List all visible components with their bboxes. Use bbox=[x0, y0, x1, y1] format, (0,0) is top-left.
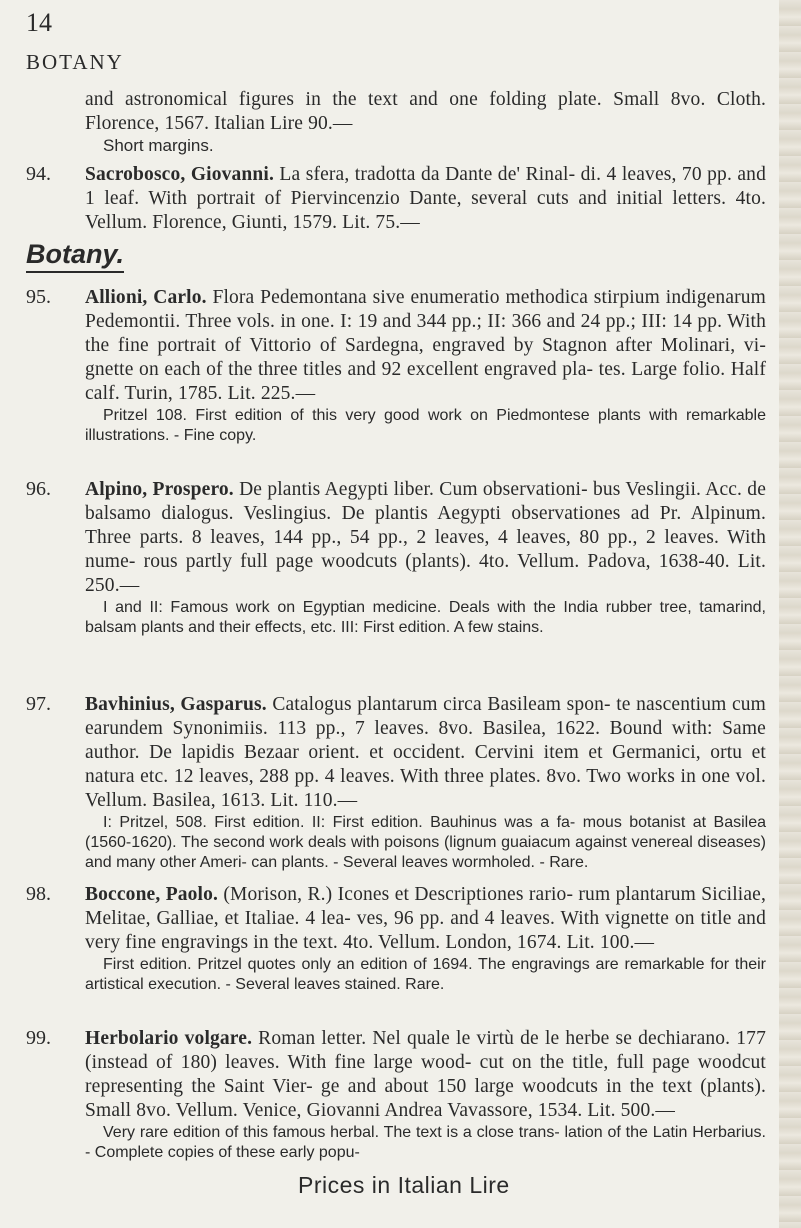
entry-author: Herbolario volgare. bbox=[85, 1028, 253, 1049]
entry-note: Short margins. bbox=[103, 136, 214, 155]
entry-text bbox=[85, 478, 766, 598]
entry-note: I: Pritzel, 508. First edition. II: First edition. Bauhinus was a fa- mous botanist at Basilea (1560-1620). The second work deals with poisons (lignum guaiacum against venereal diseases) and many other Ameri- can plants. - Several leaves wormholed. - Rare. bbox=[85, 814, 766, 871]
entry-note: Pritzel 108. First edition of this very good work on Piedmontese plants with remarkable illustrations. - Fine copy. bbox=[85, 407, 766, 444]
entry-note: Very rare edition of this famous herbal. The text is a close trans- lation of the Latin Herbarius. - Complete copies of these early popu- bbox=[85, 1124, 766, 1161]
entry-text bbox=[85, 286, 766, 406]
entry-number: 94. bbox=[26, 163, 51, 185]
entry-97 bbox=[26, 693, 766, 873]
entry-text bbox=[85, 163, 766, 235]
entry-author: Sacrobosco, Giovanni. bbox=[85, 164, 274, 185]
entry-note: I and II: Famous work on Egyptian medicine. Deals with the India rubber tree, tamarind, balsam plants and their effects, etc. III: First edition. A few stains. bbox=[85, 599, 766, 636]
section-heading: Botany. bbox=[26, 239, 124, 273]
entry-author: Bavhinius, Gasparus. bbox=[85, 694, 267, 715]
page-footer: Prices in Italian Lire bbox=[298, 1172, 510, 1198]
entry-96 bbox=[26, 478, 766, 638]
entry-text bbox=[85, 883, 766, 955]
entry-author: Alpino, Prospero. bbox=[85, 479, 234, 500]
entry-94 bbox=[26, 163, 766, 235]
entry-description: Roman letter. Nel quale le virtù de le herbe se dechiarano. 177 (instead of 180) leaves. With fine large wood- cut on the title, full page woodcut representing the Saint Vier- ge and about 150 large woodcuts in the text (plants). Small 8vo. Vellum. Venice, Giovanni Andrea Vavassore, 1534. Lit. 500.— bbox=[85, 1028, 766, 1121]
entry-text: and astronomical figures in the text and one folding plate. Small 8vo. Cloth. Florence, 1567. Italian Lire 90.— bbox=[85, 89, 766, 134]
entry-description: De plantis Aegypti liber. Cum observationi- bus Veslingii. Acc. de balsamo dialogus. Veslingius. De plantis Aegypti observationes ad Pr. Alpinum. Three parts. 8 leaves, 144 pp., 54 pp., 2 leaves, 4 leaves, 80 pp., 2 leaves. With nume- rous partly full page woodcuts (plants). 4to. Vellum. Padova, 1638-40. Lit. 250.— bbox=[85, 479, 767, 596]
entry-author: Allioni, Carlo. bbox=[85, 287, 207, 308]
entry-text bbox=[85, 693, 766, 813]
entry-number: 98. bbox=[26, 883, 51, 905]
entry-number: 99. bbox=[26, 1027, 51, 1049]
entry-98 bbox=[26, 883, 766, 995]
entry-number: 97. bbox=[26, 693, 51, 715]
page-number: 14 bbox=[26, 8, 52, 37]
entry-text bbox=[85, 1027, 766, 1123]
entry-note: First edition. Pritzel quotes only an edition of 1694. The engravings are remarkable for their artistical execution. - Several leaves stained. Rare. bbox=[85, 956, 766, 993]
entry-number: 96. bbox=[26, 478, 51, 500]
entry-description: (Morison, R.) Icones et Descriptiones rario- rum plantarum Siciliae, Melitae, Galliae, et Italiae. 4 lea- ves, 96 pp. and 4 leaves. With vignette on title and very fine engravings in the text. 4to. Vellum. London, 1674. Lit. 100.— bbox=[85, 884, 766, 953]
entry-95 bbox=[26, 286, 766, 446]
page-edge bbox=[779, 0, 801, 1228]
entry-description: Catalogus plantarum circa Basileam spon- te nascentium cum earundem Synonimiis. 113 pp., 7 leaves. 8vo. Basilea, 1622. Bound with: Same author. De lapidis Bezaar orient. et occident. Cervini item et Germanici, ortu et natura etc. 12 leaves, 288 pp. 4 leaves. With three plates. 8vo. Two works in one vol. Vellum. Basilea, 1613. Lit. 110.— bbox=[85, 694, 767, 811]
entry-description: La sfera, tradotta da Dante de' Rinal- di. 4 leaves, 70 pp. and 1 leaf. With portrait of Piervincenzio Dante, several cuts and initial letters. 4to. Vellum. Florence, Giunti, 1579. Lit. 75.— bbox=[85, 164, 766, 233]
entry-author: Boccone, Paolo. bbox=[85, 884, 219, 905]
entry-99 bbox=[26, 1027, 766, 1163]
continued-entry bbox=[26, 88, 766, 156]
running-head: BOTANY bbox=[26, 50, 124, 74]
entry-number: 95. bbox=[26, 286, 51, 308]
entry-description: Flora Pedemontana sive enumeratio methodica stirpium indigenarum Pedemontii. Three vols. in one. I: 19 and 344 pp.; II: 366 and 24 pp.; III: 14 pp. With the fine portrait of Vittorio of Sardegna, engraved by Stagnon after Molinari, vi- gnette on each of the three titles and 92 excellent engraved pla- tes. Large folio. Half calf. Turin, 1785. Lit. 225.— bbox=[85, 287, 766, 404]
